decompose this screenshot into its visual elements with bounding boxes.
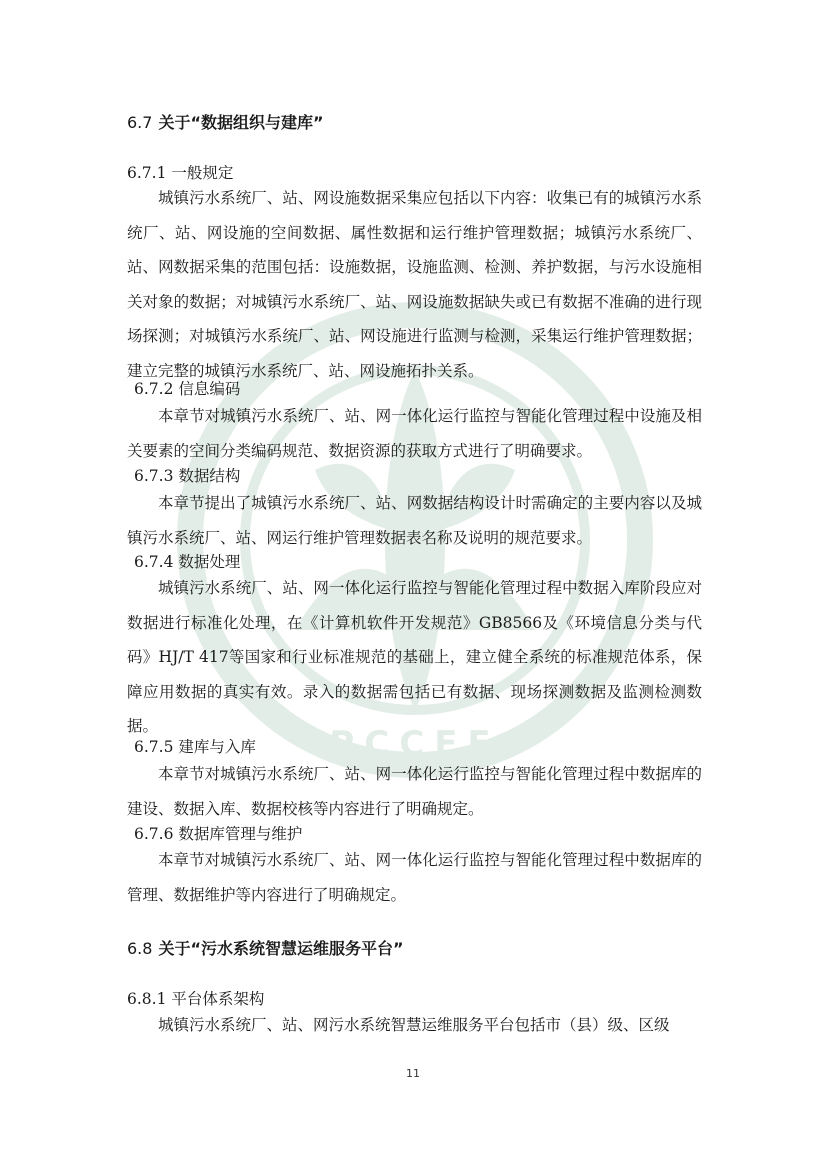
watermark-text: PCCEF <box>329 724 501 764</box>
paragraph-6-7-2: 本章节对城镇污水系统厂、站、网一体化运行监控与智能化管理过程中设施及相关要素的空间分类编码规范、数据资源的获取方式进行了明确要求。 <box>127 407 702 460</box>
paragraph-6-7-6: 本章节对城镇污水系统厂、站、网一体化运行监控与智能化管理过程中数据库的管理、数据维护等内容进行了明确规定。 <box>127 851 702 904</box>
subsection-heading-6-7-4: 6.7.4 数据处理 <box>134 553 241 571</box>
page-number: 11 <box>406 1067 420 1080</box>
section-title: 关于“污水系统智慧运维服务平台” <box>158 939 404 958</box>
paragraph-6-7-3: 本章节提出了城镇污水系统厂、站、网数据结构设计时需确定的主要内容以及城镇污水系统厂、站、网运行维护管理数据表名称及说明的规范要求。 <box>127 494 702 547</box>
subsection-heading-6-7-3: 6.7.3 数据结构 <box>134 467 241 485</box>
section-number: 6.8 <box>127 939 153 958</box>
subsection-heading-6-7-1: 6.7.1 一般规定 <box>127 164 234 182</box>
section-title: 关于“数据组织与建库” <box>158 113 324 132</box>
subsection-heading-6-7-6: 6.7.6 数据库管理与维护 <box>134 825 303 843</box>
paragraph-6-7-5: 本章节对城镇污水系统厂、站、网一体化运行监控与智能化管理过程中数据库的建设、数据入库、数据校核等内容进行了明确规定。 <box>127 765 702 818</box>
subsection-heading-6-8-1: 6.8.1 平台体系架构 <box>127 990 265 1008</box>
subsection-heading-6-7-2: 6.7.2 信息编码 <box>134 380 241 398</box>
section-heading-6-7 <box>127 112 324 134</box>
paragraph-6-8-1: 城镇污水系统厂、站、网污水系统智慧运维服务平台包括市（县）级、区级 <box>158 1016 670 1034</box>
subsection-heading-6-7-5: 6.7.5 建库与入库 <box>134 738 256 756</box>
section-number: 6.7 <box>127 113 153 132</box>
paragraph-6-7-4: 城镇污水系统厂、站、网一体化运行监控与智能化管理过程中数据入库阶段应对数据进行标准化处理，在《计算机软件开发规范》GB8566及《环境信息分类与代码》HJ/T 417等国家和行业标准规范的基础上，建立健全系统的标准规范体系，保障应用数据的真实有效。录入的数据需包括已有数据、现场探测数据及监测检测数据。 <box>127 579 702 735</box>
paragraph-6-7-1: 城镇污水系统厂、站、网设施数据采集应包括以下内容：收集已有的城镇污水系统厂、站、网设施的空间数据、属性数据和运行维护管理数据；城镇污水系统厂、站、网数据采集的范围包括：设施数据，设施监测、检测、养护数据，与污水设施相关对象的数据；对城镇污水系统厂、站、网设施数据缺失或已有数据不准确的进行现场探测；对城镇污水系统厂、站、网设施进行监测与检测，采集运行维护管理数据；建立完整的城镇污水系统厂、站、网设施拓扑关系。 <box>127 189 702 380</box>
section-heading-6-8 <box>127 938 404 960</box>
